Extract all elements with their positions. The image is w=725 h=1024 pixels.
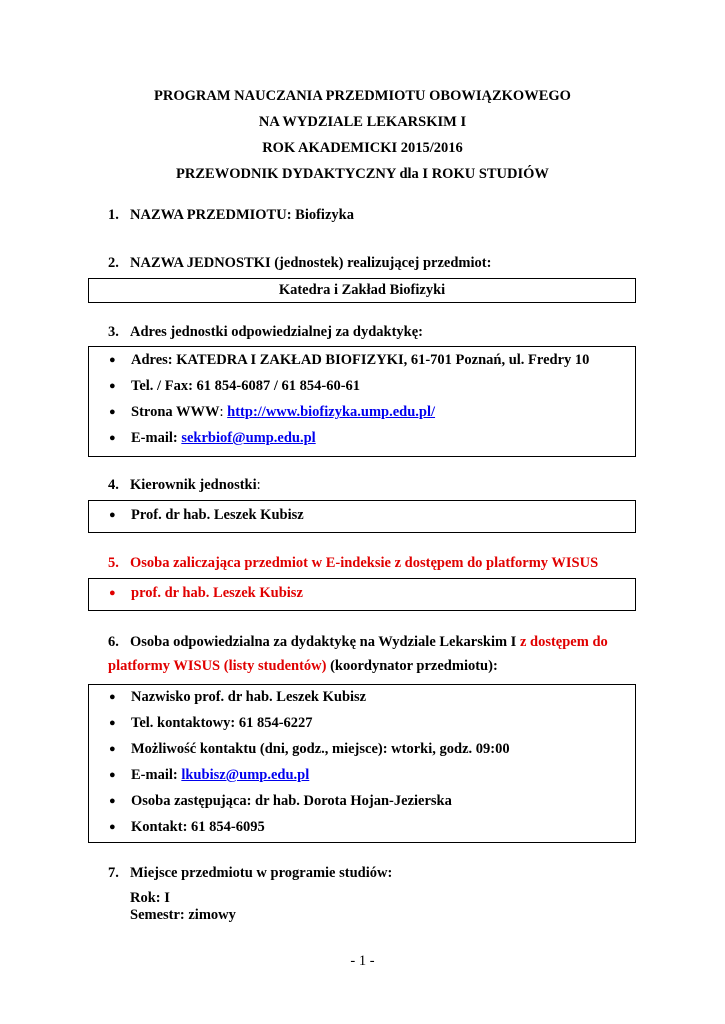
section-heading: Kierownik jednostki [130,477,257,493]
contact-hours: Możliwość kontaktu (dni, godz., miejsce): wtorki, godz. 09:00 [131,741,510,757]
grader-name: prof. dr hab. Leszek Kubisz [131,585,303,601]
unit-name: Katedra i Zakład Biofizyki [278,282,446,298]
section-number: 3. [108,324,119,340]
bullet-icon: ● [109,380,116,392]
section-heading-red: platformy WISUS (listy studentów) [108,658,327,674]
bullet-icon: ● [109,691,116,703]
bullet-icon: ● [109,406,116,418]
title-line-3: ROK AKADEMICKI 2015/2016 [262,140,463,156]
list-item [109,819,265,836]
email-link[interactable]: sekrbiof@ump.edu.pl [181,430,316,446]
section-4 [108,477,261,494]
list-item [109,378,360,395]
section-number: 7. [108,865,119,881]
head-name: Prof. dr hab. Leszek Kubisz [131,507,304,523]
list-item [109,352,589,369]
section-5 [108,555,598,572]
list-item [109,793,452,810]
semester-text: Semestr: zimowy [130,907,236,923]
section-heading: Adres jednostki odpowiedzialnej za dydaktykę: [130,324,423,340]
title-line-1: PROGRAM NAUCZANIA PRZEDMIOTU OBOWIĄZKOWEGO [154,88,571,104]
section-number: 5. [108,555,119,571]
page-number: - 1 - [350,953,375,969]
deputy-name: Osoba zastępująca: dr hab. Dorota Hojan-Jezierska [131,793,452,809]
grader-box [88,578,636,611]
heading-colon: : [256,477,261,493]
bullet-icon: ● [109,432,116,444]
bullet-icon: ● [109,795,116,807]
email-link[interactable]: lkubisz@ump.edu.pl [181,767,310,783]
deputy-contact: Kontakt: 61 854-6095 [131,819,265,835]
section-heading-red: z dostępem do [519,634,608,650]
coordinator-name: Nazwisko prof. dr hab. Leszek Kubisz [131,689,367,705]
address-text: Adres: KATEDRA I ZAKŁAD BIOFIZYKI, 61-701 Poznań, ul. Fredry 10 [131,352,590,368]
section-heading: Miejsce przedmiotu w programie studiów: [130,865,393,881]
bullet-icon: ● [109,769,116,781]
bullet-icon: ● [109,509,116,521]
section-heading: (koordynator przedmiotu): [326,658,498,674]
section-number: 4. [108,477,119,493]
section-7 [108,865,392,882]
section-1 [108,207,354,224]
www-colon: : [219,404,224,420]
phone-text: Tel. / Fax: 61 854-6087 / 61 854-60-61 [131,378,361,394]
website-link[interactable]: http://www.biofizyka.ump.edu.pl/ [227,404,436,420]
section-number: 2. [108,255,119,271]
bullet-icon: ● [109,354,116,366]
list-item [109,507,304,524]
bullet-icon: ● [109,717,116,729]
section-heading: Osoba odpowiedzialna za dydaktykę na Wydziale Lekarskim I [130,634,520,650]
bullet-icon: ● [109,743,116,755]
section-heading: NAZWA PRZEDMIOTU: Biofizyka [130,207,354,223]
list-item [109,715,313,732]
email-label: E-mail: [131,430,182,446]
section-number: 1. [108,207,119,223]
address-box [88,346,636,457]
title-line-2: NA WYDZIALE LEKARSKIM I [258,114,467,130]
list-item [109,585,303,602]
list-item [109,430,316,447]
section-3 [108,324,423,341]
list-item [109,404,435,421]
section-6-line-2 [108,658,498,675]
www-label: Strona WWW [131,404,220,420]
section-heading: NAZWA JEDNOSTKI (jednostek) realizującej przedmiot: [130,255,492,271]
coordinator-box [88,684,636,843]
email-label: E-mail: [131,767,182,783]
section-heading: Osoba zaliczająca przedmiot w E-indeksie z dostępem do platformy WISUS [130,555,599,571]
title-line-4: PRZEWODNIK DYDAKTYCZNY dla I ROKU STUDIÓW [176,166,549,182]
bullet-icon: ● [109,587,116,599]
list-item [109,741,510,758]
coordinator-phone: Tel. kontaktowy: 61 854-6227 [131,715,313,731]
bullet-icon: ● [109,821,116,833]
unit-name-box [88,278,636,303]
list-item [109,767,309,784]
head-box [88,500,636,533]
section-6 [108,634,608,651]
list-item [109,689,366,706]
section-number: 6. [108,634,119,650]
year-text: Rok: I [130,890,170,906]
section-2 [108,255,491,272]
